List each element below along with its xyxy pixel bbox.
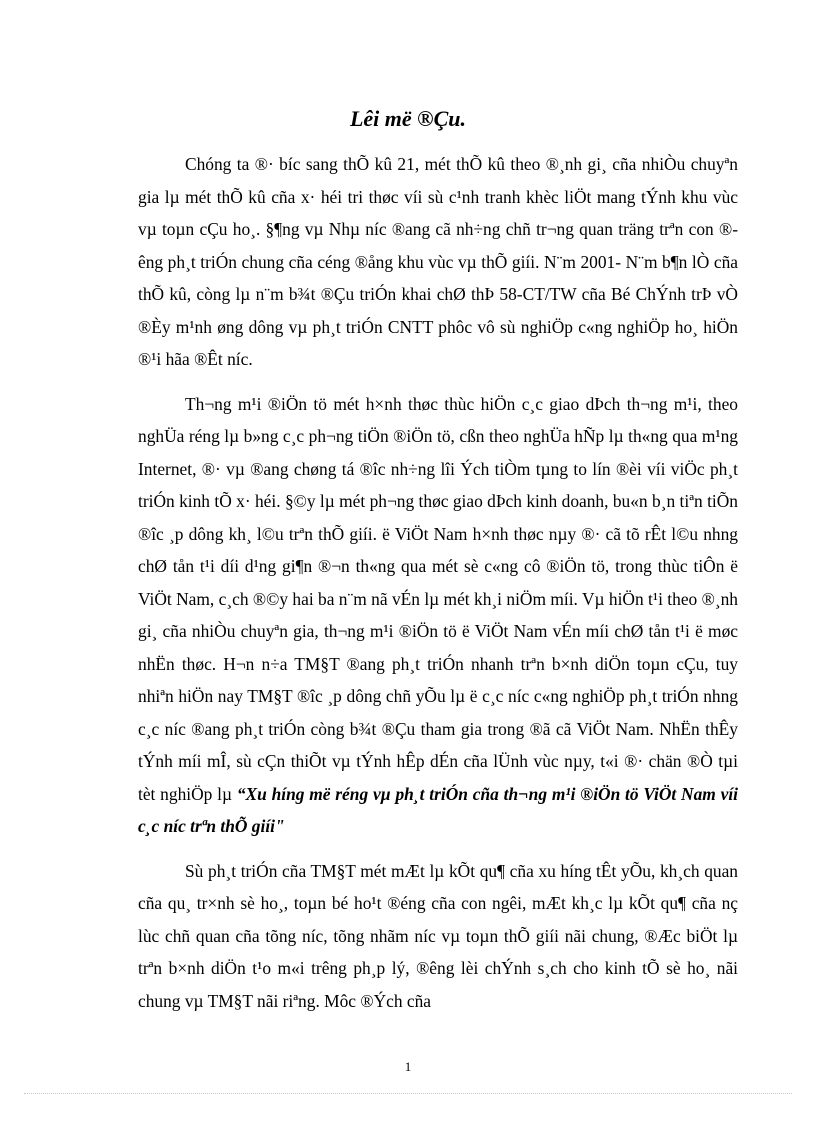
- page-bottom-divider: [24, 1093, 792, 1094]
- paragraph-1: Chóng ta ®· bíc sang thÕ kû 21, mét thÕ kû theo ®¸nh gi¸ cña nhiÒu chuyªn gia lµ mét thÕ kû cña x· héi tri thøc víi sù c¹nh tranh khèc liÖt mang tÝnh khu vùc vµ toµn cÇu ho¸. §¶ng vµ Nhµ níc ®ang cã nh÷ng chñ tr¬ng quan träng trªn con ®êng ph¸t triÓn chung cña céng ®ång khu vùc vµ thÕ giíi. N¨m 2001- N¨m b¶n lÒ cña thÕ kû, còng lµ n¨m b¾t ®Çu triÓn khai chØ thÞ 58-CT/TW cña Bé ChÝnh trÞ vÒ ®Èy m¹nh øng dông vµ ph¸t triÓn CNTT phôc vô sù nghiÖp c«ng nghiÖp ho¸ hiÖn ®¹i hãa ®Êt níc.: [138, 154, 738, 369]
- paragraph-3: Sù ph¸t triÓn cña TM§T mét mÆt lµ kÕt qu¶ cña xu híng tÊt yÕu, kh¸ch quan cña qu¸ tr×nh sè ho¸, toµn bé ho¹t ®éng cña con ngêi, mÆt kh¸c lµ kÕt qu¶ cña nç lùc chñ quan cña tõng níc, tõng nhãm níc vµ toµn thÕ giíi nãi chung, ®Æc biÖt lµ trªn b×nh diÖn t¹o m«i trêng ph¸p lý, ®êng lèi chÝnh s¸ch cho kinh tÕ sè ho¸ nãi chung vµ TM§T nãi riªng. Môc ®Ých cña: [138, 860, 738, 1011]
- thesis-title-quote: “Xu híng më réng vµ ph¸t triÓn cña th¬ng m¹i ®iÖn tö ViÖt Nam víi c¸c níc trªn thÕ giíi": [138, 783, 738, 836]
- body-text: [138, 148, 738, 1029]
- paragraph-2-text: Th¬ng m¹i ®iÖn tö mét h×nh thøc thùc hiÖn c¸c giao dÞch th¬ng m¹i, theo nghÜa réng lµ b»ng c¸c ph¬ng tiÖn ®iÖn tö, cßn theo nghÜa hÑp lµ th«ng qua m¹ng Internet, ®· vµ ®ang chøng tá ®îc nh÷ng lîi Ých tiÒm tµng to lín ®èi víi viÖc ph¸t triÓn kinh tÕ x· héi. §©y lµ mét ph¬ng thøc giao dÞch kinh doanh, bu«n b¸n tiªn tiÕn ®îc ¸p dông kh¸ l©u trªn thÕ giíi. ë ViÖt Nam h×nh thøc nµy ®· cã tõ rÊt l©u nhng chØ tån t¹i díi d¹ng gi¶n ®¬n th«ng qua mét sè c«ng cô ®iÖn tö, trong thùc tiÔn ë ViÖt Nam, c¸ch ®©y hai ba n¨m nã vÉn lµ mét kh¸i niÖm míi. Vµ hiÖn t¹i theo ®¸nh gi¸ cña nhiÒu chuyªn gia, th¬ng m¹i ®iÖn tö ë ViÖt Nam vÉn míi chØ tån t¹i ë møc nhËn thøc. H¬n n÷a TM§T ®ang ph¸t triÓn nhanh trªn b×nh diÖn toµn cÇu, tuy nhiªn hiÖn nay TM§T ®îc ¸p dông chñ yÕu lµ ë c¸c níc c«ng nghiÖp ph¸t triÓn nhng c¸c níc ®ang ph¸t triÓn còng b¾t ®Çu tham gia trong ®ã cã ViÖt Nam. NhËn thÊy tÝnh míi mÎ, sù cÇn thiÕt vµ tÝnh hÊp dÉn cña lÜnh vùc nµy, t«i ®· chän ®Ò tµi tèt nghiÖp lµ: [138, 393, 738, 804]
- document-title: Lêi më ®Çu.: [349, 106, 467, 131]
- paragraph-2: [138, 388, 738, 843]
- page-number: 1: [404, 1059, 412, 1074]
